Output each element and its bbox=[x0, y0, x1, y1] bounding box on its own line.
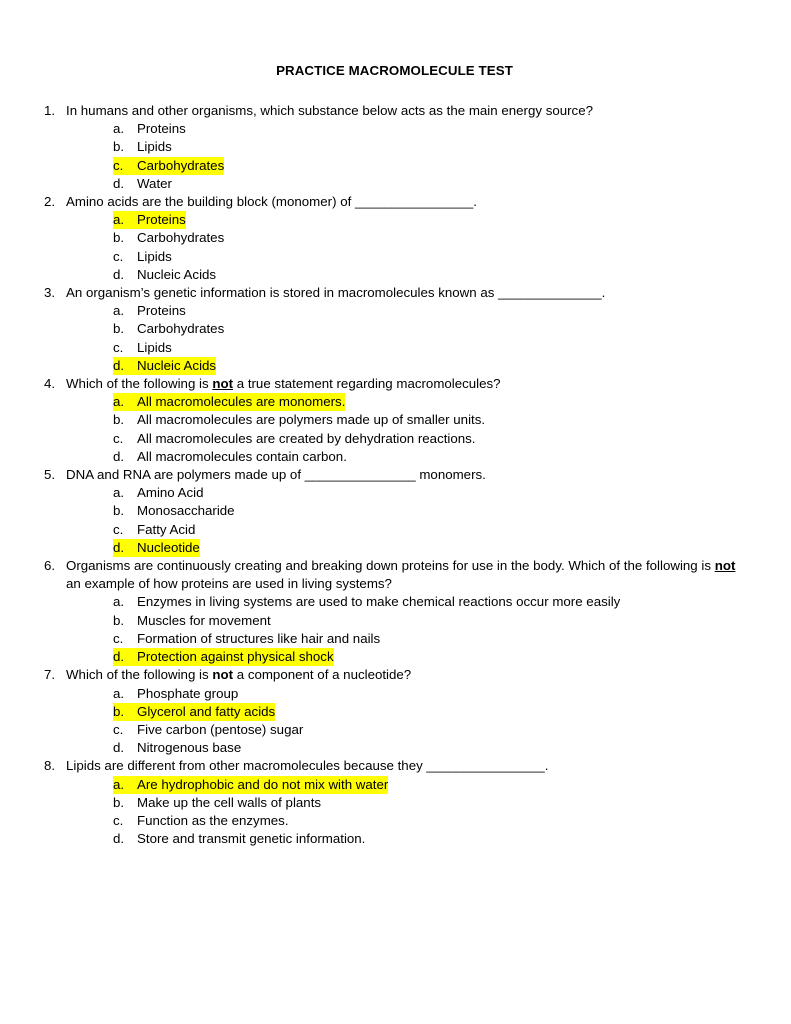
page-title: PRACTICE MACROMOLECULE TEST bbox=[276, 63, 513, 78]
choice-letter: c. bbox=[113, 248, 124, 264]
choice-letter: d. bbox=[113, 357, 125, 373]
question-item bbox=[44, 102, 745, 193]
question-item bbox=[44, 757, 745, 848]
choice-letter: b. bbox=[113, 230, 125, 246]
choice-text: Monosaccharide bbox=[137, 503, 235, 519]
choice-list bbox=[66, 120, 745, 193]
choice-text: Lipids bbox=[137, 139, 172, 155]
choice-content bbox=[113, 648, 334, 666]
choice-text: Nucleic Acids bbox=[137, 266, 217, 282]
choice-text: Lipids bbox=[137, 248, 172, 264]
question-text bbox=[66, 193, 745, 211]
question-text bbox=[66, 757, 745, 775]
choice-content bbox=[113, 157, 224, 175]
choice-text: All macromolecules are monomers. bbox=[137, 394, 346, 410]
choice-content bbox=[113, 685, 238, 703]
choice-text: All macromolecules are polymers made up of smaller units. bbox=[137, 412, 486, 428]
choice-content bbox=[113, 248, 172, 266]
question-text-after: a true statement regarding macromolecules? bbox=[233, 376, 501, 392]
choice-list bbox=[66, 211, 745, 284]
question-text bbox=[66, 375, 745, 393]
choice-letter: d. bbox=[113, 649, 125, 665]
choice-item-highlighted[interactable] bbox=[113, 357, 745, 375]
choice-item-highlighted[interactable] bbox=[113, 211, 745, 229]
choice-content bbox=[113, 266, 216, 284]
choice-item[interactable] bbox=[113, 411, 745, 429]
choice-text: All macromolecules are created by dehydration reactions. bbox=[137, 430, 476, 446]
choice-content bbox=[113, 357, 216, 375]
choice-letter: a. bbox=[113, 594, 125, 610]
choice-letter: a. bbox=[113, 303, 125, 319]
choice-letter: b. bbox=[113, 321, 125, 337]
question-text-before: Organisms are continuously creating and breaking down proteins for use in the body. Which of the following is bbox=[66, 558, 715, 574]
question-number: 6. bbox=[44, 558, 56, 574]
question-text-body: Lipids are different from other macromolecules because they ________________. bbox=[66, 758, 549, 774]
choice-content bbox=[113, 630, 380, 648]
choice-text: Five carbon (pentose) sugar bbox=[137, 721, 304, 737]
choice-item[interactable] bbox=[113, 138, 745, 156]
choice-item[interactable] bbox=[113, 484, 745, 502]
choice-item[interactable] bbox=[113, 739, 745, 757]
choice-item[interactable] bbox=[113, 502, 745, 520]
choice-letter: d. bbox=[113, 539, 125, 555]
question-text-body: Amino acids are the building block (monomer) of ________________. bbox=[66, 194, 477, 210]
choice-letter: a. bbox=[113, 685, 125, 701]
choice-letter: c. bbox=[113, 630, 124, 646]
choice-letter: c. bbox=[113, 339, 124, 355]
choice-letter: d. bbox=[113, 266, 125, 282]
question-number: 8. bbox=[44, 758, 56, 774]
choice-text: Proteins bbox=[137, 121, 186, 137]
question-item bbox=[44, 193, 745, 284]
choice-text: Nitrogenous base bbox=[137, 740, 242, 756]
choice-item[interactable] bbox=[113, 302, 745, 320]
choice-content bbox=[113, 502, 235, 520]
choice-content bbox=[113, 484, 204, 502]
question-text bbox=[66, 102, 745, 120]
choice-item[interactable] bbox=[113, 430, 745, 448]
choice-content bbox=[113, 339, 172, 357]
choice-content bbox=[113, 721, 303, 739]
choice-letter: d. bbox=[113, 175, 125, 191]
question-text-before: Which of the following is bbox=[66, 376, 213, 392]
choice-content bbox=[113, 794, 321, 812]
choice-letter: a. bbox=[113, 212, 125, 228]
choice-content bbox=[113, 593, 620, 611]
choice-text: Fatty Acid bbox=[137, 521, 196, 537]
question-number: 7. bbox=[44, 667, 56, 683]
question-emphasis-not: not bbox=[714, 558, 736, 574]
choice-item[interactable] bbox=[113, 175, 745, 193]
choice-text: Proteins bbox=[137, 212, 186, 228]
choice-item[interactable] bbox=[113, 685, 745, 703]
choice-item-highlighted[interactable] bbox=[113, 157, 745, 175]
choice-content bbox=[113, 812, 289, 830]
choice-text: Glycerol and fatty acids bbox=[137, 703, 276, 719]
choice-item-highlighted[interactable] bbox=[113, 776, 745, 794]
choice-list bbox=[66, 685, 745, 758]
choice-list bbox=[66, 776, 745, 849]
choice-letter: c. bbox=[113, 430, 124, 446]
choice-text: Proteins bbox=[137, 303, 186, 319]
question-item bbox=[44, 666, 745, 757]
question-number: 4. bbox=[44, 376, 56, 392]
question-text bbox=[66, 284, 745, 302]
choice-item[interactable] bbox=[113, 339, 745, 357]
choice-item[interactable] bbox=[113, 794, 745, 812]
choice-content bbox=[113, 612, 271, 630]
choice-content bbox=[113, 120, 186, 138]
question-text-body: DNA and RNA are polymers made up of _______________ monomers. bbox=[66, 467, 486, 483]
question-item bbox=[44, 375, 745, 466]
choice-item[interactable] bbox=[113, 120, 745, 138]
choice-letter: b. bbox=[113, 412, 125, 428]
question-number: 3. bbox=[44, 285, 56, 301]
choice-text: Store and transmit genetic information. bbox=[137, 831, 366, 847]
choice-letter: c. bbox=[113, 157, 124, 173]
choice-item[interactable] bbox=[113, 266, 745, 284]
choice-item[interactable] bbox=[113, 229, 745, 247]
choice-item-highlighted[interactable] bbox=[113, 648, 745, 666]
question-text-after: an example of how proteins are used in living systems? bbox=[66, 576, 392, 592]
choice-content bbox=[113, 320, 224, 338]
choice-item[interactable] bbox=[113, 721, 745, 739]
choice-list bbox=[66, 593, 745, 666]
question-item bbox=[44, 557, 745, 666]
choice-text: Water bbox=[137, 175, 172, 191]
choice-text: Muscles for movement bbox=[137, 612, 271, 628]
choice-text: Carbohydrates bbox=[137, 321, 225, 337]
question-emphasis-not: not bbox=[212, 376, 234, 392]
question-text-before: Which of the following is bbox=[66, 667, 213, 683]
choice-letter: c. bbox=[113, 721, 124, 737]
choice-content bbox=[113, 175, 172, 193]
choice-item[interactable] bbox=[113, 521, 745, 539]
choice-text: Lipids bbox=[137, 339, 172, 355]
choice-content bbox=[113, 739, 241, 757]
choice-text: Nucleotide bbox=[137, 539, 200, 555]
choice-item[interactable] bbox=[113, 830, 745, 848]
choice-content bbox=[113, 703, 275, 721]
question-list bbox=[44, 102, 745, 848]
choice-content bbox=[113, 430, 476, 448]
question-text-body: In humans and other organisms, which substance below acts as the main energy source? bbox=[66, 103, 593, 118]
question-number: 5. bbox=[44, 467, 56, 483]
choice-content bbox=[113, 211, 186, 229]
choice-item[interactable] bbox=[113, 320, 745, 338]
choice-content bbox=[113, 229, 224, 247]
choice-text: Function as the enzymes. bbox=[137, 812, 289, 828]
choice-letter: c. bbox=[113, 521, 124, 537]
choice-letter: a. bbox=[113, 485, 125, 501]
choice-letter: a. bbox=[113, 776, 125, 792]
choice-letter: a. bbox=[113, 394, 125, 410]
choice-item[interactable] bbox=[113, 593, 745, 611]
choice-text: Formation of structures like hair and nails bbox=[137, 630, 381, 646]
choice-list bbox=[66, 302, 745, 375]
question-text-after: a component of a nucleotide? bbox=[233, 667, 412, 683]
choice-content bbox=[113, 302, 186, 320]
choice-list bbox=[66, 484, 745, 557]
choice-text: Phosphate group bbox=[137, 685, 239, 701]
choice-item-highlighted[interactable] bbox=[113, 393, 745, 411]
choice-text: Nucleic Acids bbox=[137, 357, 217, 373]
question-text bbox=[66, 557, 745, 593]
choice-item-highlighted[interactable] bbox=[113, 703, 745, 721]
choice-letter: c. bbox=[113, 812, 124, 828]
choice-item[interactable] bbox=[113, 630, 745, 648]
question-emphasis-not: not bbox=[212, 667, 234, 683]
choice-letter: d. bbox=[113, 831, 125, 847]
choice-text: Protection against physical shock bbox=[137, 649, 334, 665]
question-number: 1. bbox=[44, 103, 56, 118]
choice-text: Carbohydrates bbox=[137, 157, 225, 173]
choice-letter: b. bbox=[113, 139, 125, 155]
choice-item[interactable] bbox=[113, 612, 745, 630]
choice-item[interactable] bbox=[113, 448, 745, 466]
choice-letter: a. bbox=[113, 121, 125, 137]
choice-content bbox=[113, 393, 345, 411]
question-number: 2. bbox=[44, 194, 56, 210]
choice-text: Are hydrophobic and do not mix with water bbox=[137, 776, 389, 792]
choice-letter: b. bbox=[113, 612, 125, 628]
choice-content bbox=[113, 411, 485, 429]
choice-text: Make up the cell walls of plants bbox=[137, 794, 322, 810]
choice-item[interactable] bbox=[113, 248, 745, 266]
choice-text: All macromolecules contain carbon. bbox=[137, 448, 347, 464]
choice-letter: d. bbox=[113, 448, 125, 464]
choice-content bbox=[113, 448, 347, 466]
choice-letter: d. bbox=[113, 740, 125, 756]
question-text bbox=[66, 666, 745, 684]
choice-text: Carbohydrates bbox=[137, 230, 225, 246]
choice-text: Amino Acid bbox=[137, 485, 204, 501]
choice-content bbox=[113, 830, 365, 848]
choice-letter: b. bbox=[113, 503, 125, 519]
question-item bbox=[44, 466, 745, 557]
choice-letter: b. bbox=[113, 703, 125, 719]
choice-content bbox=[113, 138, 172, 156]
choice-text: Enzymes in living systems are used to make chemical reactions occur more easily bbox=[137, 594, 621, 610]
question-text-body: An organism’s genetic information is stored in macromolecules known as ______________. bbox=[66, 285, 606, 301]
choice-letter: b. bbox=[113, 794, 125, 810]
question-text bbox=[66, 466, 745, 484]
question-item bbox=[44, 284, 745, 375]
choice-content bbox=[113, 521, 195, 539]
choice-item-highlighted[interactable] bbox=[113, 539, 745, 557]
choice-content bbox=[113, 776, 388, 794]
choice-list bbox=[66, 393, 745, 466]
choice-content bbox=[113, 539, 200, 557]
choice-item[interactable] bbox=[113, 812, 745, 830]
